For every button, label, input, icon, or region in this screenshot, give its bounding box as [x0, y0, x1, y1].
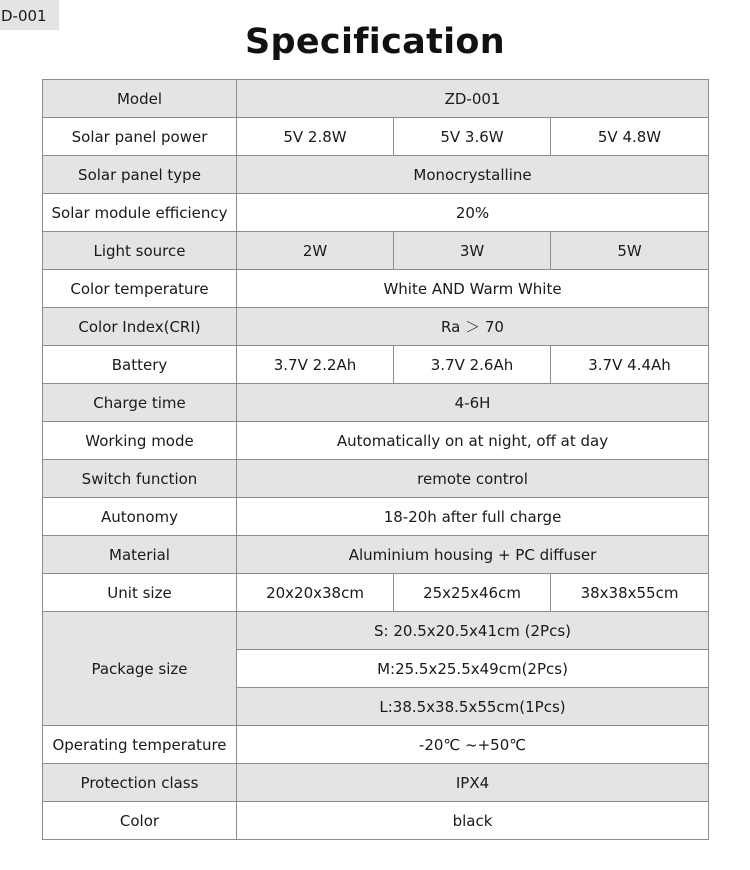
label-operating-temperature: Operating temperature	[43, 726, 237, 764]
value-solar-panel-type: Monocrystalline	[237, 156, 709, 194]
row-protection-class	[43, 764, 709, 802]
row-color-index	[43, 308, 709, 346]
label-color-temperature: Color temperature	[43, 270, 237, 308]
value-solar-panel-power-1: 5V 2.8W	[237, 118, 394, 156]
label-autonomy: Autonomy	[43, 498, 237, 536]
label-color: Color	[43, 802, 237, 840]
label-solar-panel-type: Solar panel type	[43, 156, 237, 194]
label-protection-class: Protection class	[43, 764, 237, 802]
row-autonomy	[43, 498, 709, 536]
value-battery-1: 3.7V 2.2Ah	[237, 346, 394, 384]
label-solar-module-efficiency: Solar module efficiency	[43, 194, 237, 232]
value-light-source-2: 3W	[394, 232, 551, 270]
value-solar-module-efficiency: 20%	[237, 194, 709, 232]
value-color: black	[237, 802, 709, 840]
row-color	[43, 802, 709, 840]
value-color-index: Ra ＞ 70	[237, 308, 709, 346]
label-material: Material	[43, 536, 237, 574]
value-charge-time: 4-6H	[237, 384, 709, 422]
value-unit-size-2: 25x25x46cm	[394, 574, 551, 612]
label-package-size: Package size	[43, 612, 237, 726]
row-battery	[43, 346, 709, 384]
value-autonomy: 18-20h after full charge	[237, 498, 709, 536]
value-protection-class: IPX4	[237, 764, 709, 802]
value-material: Aluminium housing + PC diffuser	[237, 536, 709, 574]
label-working-mode: Working mode	[43, 422, 237, 460]
label-charge-time: Charge time	[43, 384, 237, 422]
row-solar-panel-type	[43, 156, 709, 194]
value-package-size-s: S: 20.5x20.5x41cm (2Pcs)	[237, 612, 709, 650]
value-color-temperature: White AND Warm White	[237, 270, 709, 308]
label-light-source: Light source	[43, 232, 237, 270]
value-battery-2: 3.7V 2.6Ah	[394, 346, 551, 384]
row-switch-function	[43, 460, 709, 498]
value-battery-3: 3.7V 4.4Ah	[551, 346, 709, 384]
row-operating-temperature	[43, 726, 709, 764]
value-working-mode: Automatically on at night, off at day	[237, 422, 709, 460]
value-operating-temperature: -20℃ ~+50℃	[237, 726, 709, 764]
specification-table	[42, 79, 709, 840]
row-solar-module-efficiency	[43, 194, 709, 232]
row-unit-size	[43, 574, 709, 612]
value-unit-size-3: 38x38x55cm	[551, 574, 709, 612]
label-switch-function: Switch function	[43, 460, 237, 498]
page-title: Specification	[245, 22, 505, 62]
row-light-source	[43, 232, 709, 270]
value-solar-panel-power-2: 5V 3.6W	[394, 118, 551, 156]
value-unit-size-1: 20x20x38cm	[237, 574, 394, 612]
value-model: ZD-001	[237, 80, 709, 118]
value-switch-function: remote control	[237, 460, 709, 498]
value-light-source-1: 2W	[237, 232, 394, 270]
value-package-size-l: L:38.5x38.5x55cm(1Pcs)	[237, 688, 709, 726]
value-solar-panel-power-3: 5V 4.8W	[551, 118, 709, 156]
row-material	[43, 536, 709, 574]
label-model: Model	[43, 80, 237, 118]
model-tag: D-001	[0, 0, 59, 30]
row-package-size-s	[43, 612, 709, 650]
row-charge-time	[43, 384, 709, 422]
value-package-size-m: M:25.5x25.5x49cm(2Pcs)	[237, 650, 709, 688]
row-model	[43, 80, 709, 118]
label-unit-size: Unit size	[43, 574, 237, 612]
label-color-index: Color Index(CRI)	[43, 308, 237, 346]
value-light-source-3: 5W	[551, 232, 709, 270]
row-color-temperature	[43, 270, 709, 308]
row-solar-panel-power	[43, 118, 709, 156]
label-solar-panel-power: Solar panel power	[43, 118, 237, 156]
label-battery: Battery	[43, 346, 237, 384]
row-working-mode	[43, 422, 709, 460]
